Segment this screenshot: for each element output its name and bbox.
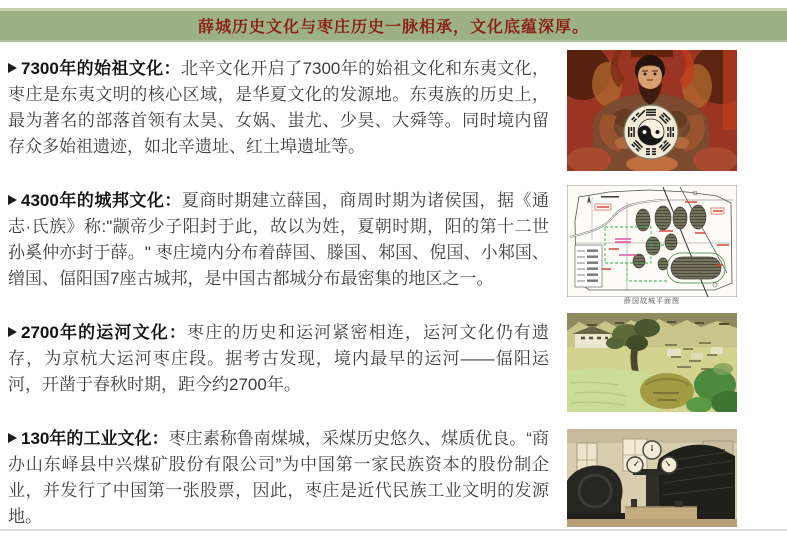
ancient-city-map-image (567, 185, 737, 297)
paragraph-heading: 2700年的运河文化： (21, 323, 188, 342)
bagua-disc (624, 105, 678, 159)
arrow-bullet-icon (8, 327, 17, 337)
ancient-city-map-illustration (567, 185, 737, 297)
map-caption: 薛国故城平面图 (624, 298, 680, 305)
ancestor-statue-illustration (567, 50, 737, 171)
paragraph-heading: 7300年的始祖文化： (21, 59, 181, 78)
title-bar (0, 8, 787, 42)
canal-painting-illustration (567, 313, 737, 412)
paragraph-body: 枣庄素称鲁南煤城，采煤历史悠久、煤质优良。“商办山东峄县中兴煤矿股份有限公司”为中国第一家民族资本的股份制企业，并发行了中国第一张股票，因此，枣庄是近代民族工业文明的发源地。 (8, 429, 549, 526)
page-title: 薛城历史文化与枣庄历史一脉相承，文化底蕴深厚。 (197, 19, 589, 36)
arrow-bullet-icon (8, 433, 17, 443)
paragraph-body: 枣庄的历史和运河紧密相连，运河文化仍有遗存，为京杭大运河枣庄段。据考古发现，境内最早的运河——偪阳运河，开凿于春秋时期，距今约2700年。 (8, 323, 549, 394)
map-legend (575, 245, 602, 287)
paragraph-citystate-culture (8, 188, 549, 292)
paragraph-body: 北辛文化开启了7300年的始祖文化和东夷文化，枣庄是东夷文明的核心区域，是华夏文化的发源地。东夷族的历史上，最为著名的部落首领有太昊、女娲、蚩尤、少昊、大舜等。同时境内留存众多始祖遗迹，如北辛遗址、红土埠遗址等。 (8, 59, 549, 156)
coal-industry-photo (567, 429, 737, 527)
paragraph-heading: 130年的工业文化： (21, 429, 169, 448)
paragraph-canal-culture (8, 320, 549, 398)
arrow-bullet-icon (8, 195, 17, 205)
paragraph-heading: 4300年的城邦文化： (21, 191, 182, 210)
paragraph-ancestor-culture (8, 56, 549, 160)
paragraph-body: 夏商时期建立薛国，商周时期为诸侯国，据《通志·氏族》称:"颛帝少子阳封于此，故以为姓，夏朝时期，阳的第十二世孙奚仲亦封于薛。" 枣庄境内分布着薛国、滕国、邾国、倪国、小邾国、缯国、偪阳国7座古城邦，是中国古都城分布最密集的地区之一。 (8, 191, 549, 288)
yin-yang-icon (638, 119, 664, 145)
text-column (8, 56, 549, 558)
ancestor-statue-image (567, 50, 737, 171)
paragraph-industry-culture (8, 426, 549, 530)
arrow-bullet-icon (8, 63, 17, 73)
canal-painting-image (567, 313, 737, 412)
coal-industry-illustration (567, 429, 737, 527)
bottom-divider (0, 529, 787, 531)
